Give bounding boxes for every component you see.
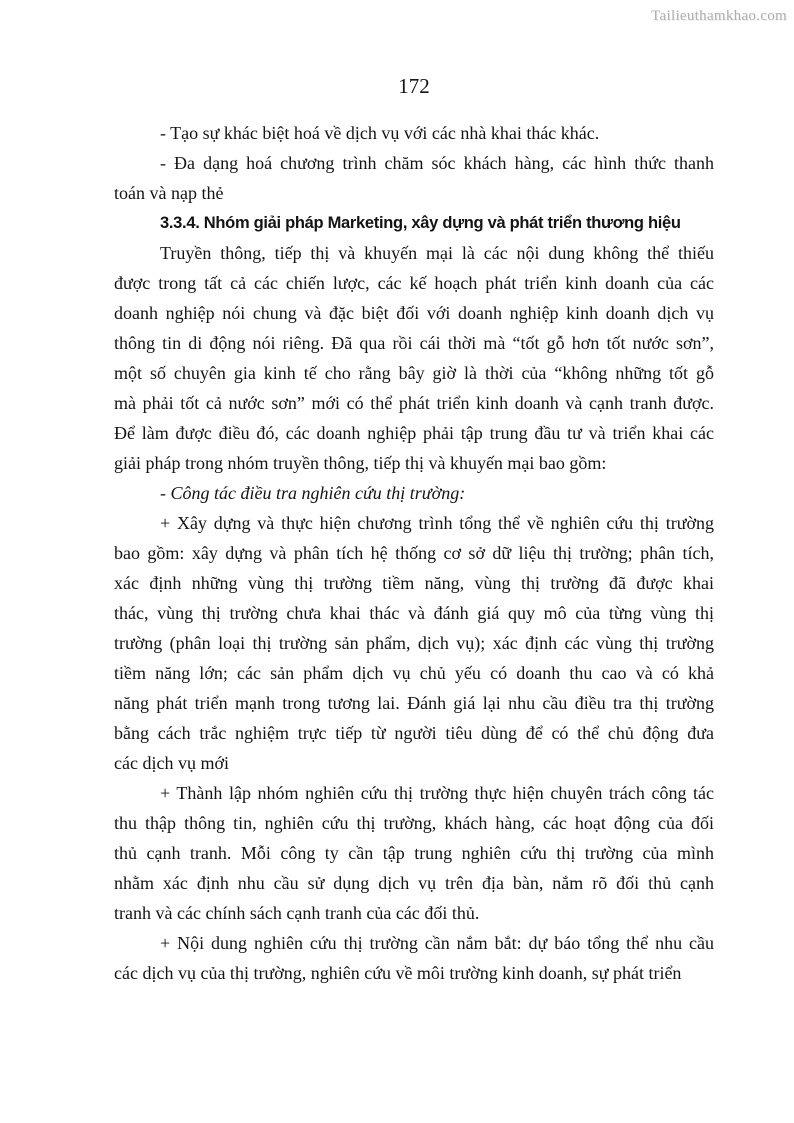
text-line: thủ cạnh tranh. Mỗi công ty cần tập trung nghiên cứu thị trường của mình	[114, 843, 714, 863]
document-body	[114, 118, 714, 988]
text-line: xác định những vùng thị trường tiềm năng, vùng thị trường đã được khai	[114, 573, 714, 593]
text-line: thác, vùng thị trường chưa khai thác và đánh giá quy mô của từng vùng thị	[114, 603, 714, 623]
text-line: - Tạo sự khác biệt hoá về dịch vụ với các nhà khai thác khác.	[160, 123, 600, 143]
text-line: - Đa dạng hoá chương trình chăm sóc khách hàng, các hình thức thanh	[160, 153, 714, 173]
text-line: trường (phân loại thị trường sản phẩm, dịch vụ); xác định các vùng thị trường	[114, 633, 714, 653]
text-line: bao gồm: xây dựng và phân tích hệ thống cơ sở dữ liệu thị trường; phân tích,	[114, 543, 714, 563]
page-number: 172	[398, 74, 430, 98]
text-line: một số chuyên gia kinh tế cho rằng bây giờ là thời của “không những tốt gỗ	[114, 363, 714, 383]
text-line: Truyền thông, tiếp thị và khuyến mại là các nội dung không thể thiếu	[160, 243, 714, 263]
text-line: tranh và các chính sách cạnh tranh của các đối thủ.	[114, 903, 480, 923]
text-line: mà phải tốt cả nước sơn” mới có thể phát triển kinh doanh và cạnh tranh được.	[114, 393, 714, 413]
text-line: + Nội dung nghiên cứu thị trường cần nắm bắt: dự báo tổng thể nhu cầu	[160, 933, 714, 953]
text-line: tiềm năng lớn; các sản phẩm dịch vụ chủ yếu có doanh thu cao và có khả	[114, 663, 714, 683]
text-line: + Xây dựng và thực hiện chương trình tổng thể về nghiên cứu thị trường	[160, 513, 714, 533]
text-line: được trong tất cả các chiến lược, các kế hoạch phát triển kinh doanh của các	[114, 273, 714, 293]
text-line: + Thành lập nhóm nghiên cứu thị trường thực hiện chuyên trách công tác	[160, 783, 714, 803]
text-line: Để làm được điều đó, các doanh nghiệp phải tập trung đầu tư và triển khai các	[114, 423, 714, 443]
text-line: nhằm xác định nhu cầu sử dụng dịch vụ trên địa bàn, nắm rõ đối thủ cạnh	[114, 873, 714, 893]
section-heading: 3.3.4. Nhóm giải pháp Marketing, xây dựng và phát triển thương hiệu	[160, 214, 681, 232]
text-line: giải pháp trong nhóm truyền thông, tiếp thị và khuyến mại bao gồm:	[114, 453, 607, 473]
text-line: doanh nghiệp nói chung và đặc biệt đối với doanh nghiệp kinh doanh dịch vụ	[114, 303, 714, 323]
text-line: các dịch vụ của thị trường, nghiên cứu về môi trường kinh doanh, sự phát triển	[114, 963, 682, 983]
watermark: Tailieuthamkhao.com	[651, 8, 787, 24]
italic-subheading: - Công tác điều tra nghiên cứu thị trường:	[160, 483, 466, 503]
text-line: năng phát triển mạnh trong tương lai. Đánh giá lại nhu cầu điều tra thị trường	[114, 693, 714, 713]
text-line: các dịch vụ mới	[114, 753, 229, 773]
text-line: bằng cách trắc nghiệm trực tiếp từ người tiêu dùng để có thể chủ động đưa	[114, 723, 714, 743]
text-line: thông tin di động nói riêng. Đã qua rồi cái thời mà “tốt gỗ hơn tốt nước sơn”,	[114, 333, 714, 353]
text-line: thu thập thông tin, nghiên cứu thị trường, khách hàng, các hoạt động của đối	[114, 813, 714, 833]
text-line: toán và nạp thẻ	[114, 183, 224, 203]
